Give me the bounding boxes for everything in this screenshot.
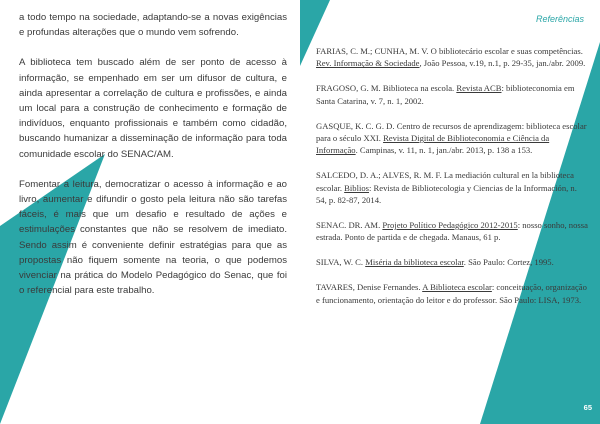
reference-item: TAVARES, Denise Fernandes. A Biblioteca escolar: conceituação, organização e funcionamento, orientação do leitor e do professor. São Paulo: LISA, 1973.: [316, 282, 587, 305]
reference-item: GASQUE, K. C. G. D. Centro de recursos de aprendizagem: biblioteca escolar para o século XXI. Revista Digital de Biblioteconomia e Ciência da Informação. Campinas, v. 11, n. 1, jan./abr. 2013, p. 138 a 153.: [316, 120, 587, 156]
page-number: 65: [583, 403, 592, 412]
left-body-text: [19, 10, 287, 313]
references-list: [316, 45, 588, 319]
references-heading: Referências: [535, 14, 584, 24]
reference-item: FRAGOSO, G. M. Biblioteca na escola. Revista ACB: biblioteconomia em Santa Catarina, v. 7, n. 1, 2002.: [316, 83, 575, 106]
reference-item: SILVA, W. C. Miséria da biblioteca escolar. São Paulo: Cortez, 1995.: [316, 257, 554, 268]
paragraph-2: A biblioteca tem buscado além de ser ponto de acesso à informação, se empenhado em ser um difusor de cultura, e ainda apresentar a correlação de cultura e profissões, e ainda um local para a construção de conhecimento e formação de indivíduos, enquanto profissionais e também como cidadão, buscando humanizar a disseminação de informação para toda comunidade escolar do SENAC/AM.: [19, 57, 287, 160]
right-page: [300, 0, 600, 424]
paragraph-3: Fomentar a leitura, democratizar o acesso à informação e ao livro, aumentar e difundir o gosto pela leitura não são tarefas fáceis, é mais que um desafio e resultado de ações e estimulações constantes que não se resolvem de imediato. Sendo assim é conveniente definir estratégias para que as propostas não fiquem somente na teoria, o que podemos vivenciar na prática do Modelo Pedagógico do Senac, que foi o referencial para este trabalho.: [19, 178, 287, 297]
reference-item: FARIAS, C. M.; CUNHA, M. V. O bibliotecário escolar e suas competências. Rev. Informação & Sociedade, João Pessoa, v.19, n.1, p. 29-35, jan./abr. 2009.: [316, 46, 586, 69]
reference-item: SENAC. DR. AM. Projeto Político Pedagógico 2012-2015: nosso sonho, nossa estrada. Ponto de partida e de chegada. Manaus, 61 p.: [316, 220, 588, 243]
reference-item: SALCEDO, D. A.; ALVES, R. M. F. La mediación cultural en la biblioteca escolar. Biblios: Revista de Bibliotecologia y Ciencias de la Información, n. 54, p. 82-87, 2014.: [316, 170, 577, 206]
paragraph-1: a todo tempo na sociedade, adaptando-se a novas exigências e profundas alterações que o mundo vem sofrendo.: [19, 12, 287, 39]
